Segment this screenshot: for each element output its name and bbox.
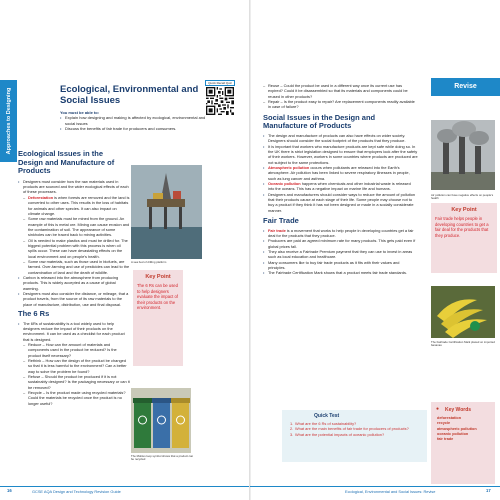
oil-platform-photo	[131, 165, 202, 259]
objectives-heading: You must be able to:	[60, 110, 100, 115]
footer-rule	[0, 486, 250, 487]
key-word: recycle	[437, 421, 451, 426]
quick-test-title: Quick Test	[314, 413, 340, 419]
qr-label: Quick Recall Quiz	[205, 80, 235, 86]
bananas-photo	[431, 286, 495, 338]
key-words-box	[431, 402, 495, 484]
quick-test-box	[282, 410, 427, 462]
section-heading: Ecological Issues in the Design and Manufacture of Products	[18, 149, 115, 176]
sub-item: – Some raw materials must be mined from the ground. An example of this is metal ore. Mining can cause erosion and the contamination of soil. The appearance of some sinkholes can be traced back to mining activities.	[23, 216, 130, 237]
learning-objectives	[60, 110, 210, 132]
quick-test-item: 3. What are the potential impacts of oceanic pollution?	[290, 431, 385, 437]
key-point-title: Key Point	[145, 274, 171, 280]
bullet-item: • Designers must also consider the distance, or mileage, that a product travels, from the source of its raw materials to the place of manufacture, distribution, use and final disposal.	[18, 291, 130, 307]
key-point-box	[133, 270, 183, 366]
right-main-column	[263, 83, 418, 276]
sub-item: – Deforestation is when forests are removed and the land is converted to other uses. This results in the loss of habitats for animals and other species. It can also impact on climate change.	[23, 195, 130, 216]
objective-item: • Discuss the benefits of fair trade for producers and consumers.	[60, 126, 210, 131]
section-heading: The 6 Rs	[18, 309, 50, 319]
photo-caption: The Mobius loop symbol shows that a product can be recycled	[131, 454, 194, 462]
key-point-title: Key Point	[451, 207, 477, 213]
bullet-item: • The 6Rs of sustainability is a tool widely used to help designers reduce the impact of their products on the environment. It can be used as a checklist for each product that is designed. – Reduce – How can the amount of materials and components used in the product be reduced? Is the product itself necessary? – Rethink – How can the design of the product be changed so that it is less harmful to the environment? Can a better way to solve the problem be found? – Refuse – Should the product be produced if it is not sustainably designed? Is the packaging necessary or can it be removed? – Recycle – Is the product made using recycled materials? Could the materials be recycled once the product is no longer useful?	[18, 321, 130, 407]
footer-text: Ecological, Environmental and Social Issues: Revise	[345, 489, 436, 494]
key-word: deforestation	[437, 416, 462, 420]
right-page	[250, 0, 500, 500]
ecological-issues-section	[18, 150, 130, 406]
bullet-item: • Oceanic pollution happens when chemicals and other industrial waste is released into the oceans. This has a negative impact on marine life and humans.	[263, 181, 418, 192]
photo-caption: The Fairtrade Certification Mark placed on imported bananas	[431, 340, 495, 348]
footer-rule	[250, 486, 500, 487]
bullet-item: • Designers and manufacturers should consider ways to reduce the amount of pollution that their products cause at each stage of their life. Some people may choose not to buy a product if they think it has not been designed or made in a socially considerate manner.	[263, 192, 418, 213]
quick-test-list	[290, 421, 423, 437]
side-tab	[0, 80, 17, 162]
bullet-item: • Fair trade is a movement that works to help people in developing countries get a fair deal for the products that they produce.	[263, 228, 418, 239]
key-icon: ●	[436, 406, 440, 412]
sub-item: – Reuse – Could the product be used in a different way once its current use has expired? Could it be disassembled so that its materials and components could be reused in other products?	[263, 83, 418, 99]
quick-test-item: 1. What are the 6 Rs of sustainability?	[290, 421, 357, 426]
photo-caption: A sea bed of drilling platform	[131, 260, 167, 264]
fairtrade-mark-icon	[470, 321, 480, 331]
recycling-bins-image	[131, 388, 191, 453]
key-words-title: ● Key Words	[436, 406, 472, 413]
section-heading: Social Issues in the Design and Manufacture of Products	[263, 112, 376, 131]
air-pollution-image	[431, 120, 495, 190]
bullet-item: • Atmospheric pollution occurs when pollutants are released into the Earth’s atmosphere. Air pollution has been linked to severe respiratory illnesses in people, such as lung cancer and asthma.	[263, 165, 418, 181]
bullet-item: • The Fairtrade Certification Mark shows that a product meets fair trade standards.	[263, 270, 418, 275]
objective-item: • Explain how designing and making is affected by ecological, environmental and social issues	[60, 115, 210, 126]
sub-item: – Some raw materials, such as those used in biofuels, are farmed. Over-farming and use of pesticides can lead to the contamination of land and the death of wildlife.	[23, 259, 130, 275]
sub-item: – Refuse – Should the product be produced if it is not sustainably designed? Is the packaging necessary or can it be removed?	[23, 374, 130, 390]
bullet-item: • The design and manufacture of products can also have effects on wider society. Designers should consider the social footprint of the products that they produce.	[263, 133, 418, 144]
photo-caption: Air pollution can have negative effects on people’s health	[431, 193, 494, 201]
bananas-image	[431, 286, 495, 338]
bullet-item: • Designers must consider how the raw materials used in products are sourced and the wider ecological effects of each of these processes. – Deforestation is when forests are removed and the land is converted to other uses. This results in the loss of habitats for animals and other species. It can also impact on climate change. – Some raw materials must be mined from the ground. An example of this is metal ore. Mining can cause erosion and the contamination of soil. The appearance of some sinkholes can be traced back to mining activities. – Oil is needed to make plastics and must be drilled for. The biggest potential problem with this process is when oil spills occur. These can have devastating effects on the local environment and on people’s health. – Some raw materials, such as those used in biofuels, are farmed. Over-farming and use of pesticides can lead to the contamination of land and the death of wildlife.	[18, 179, 130, 275]
page-number: 17	[486, 488, 491, 493]
page-title: Ecological, Environmental and Social Issues	[60, 84, 199, 106]
qr-code-icon[interactable]	[206, 87, 234, 115]
bullet-item: • Carbon is released into the atmosphere from producing products. This is widely accepted as a cause of global warming.	[18, 275, 130, 291]
bullet-item: • Many consumers like to buy fair trade products as it fits with their values and principles.	[263, 260, 418, 271]
key-word: atmospheric pollution	[437, 426, 477, 431]
sub-item: – Reduce – How can the amount of materials and components used in the product be reduced? Is the product itself necessary?	[23, 342, 130, 358]
air-pollution-photo	[431, 120, 495, 190]
revise-tab: Revise	[431, 78, 500, 96]
recycling-bins-photo	[131, 388, 191, 453]
sixrs-continued	[263, 83, 418, 110]
key-word: oceanic pollution	[437, 431, 469, 436]
key-point-text: The 6 Rs can be used to help designers evaluate the impact of their products on the environment.	[137, 283, 178, 310]
key-words-list	[431, 413, 495, 445]
sub-item: – Repair – Is the product easy to repair? Are replacement components readily available in case of failure?	[263, 99, 418, 110]
sub-item: – Rethink – How can the design of the product be changed so that it is less harmful to the environment? Can a better way to solve the problem be found?	[23, 358, 130, 374]
side-tab-label: Approaches to Designing	[5, 87, 12, 155]
key-word: fair trade	[437, 437, 454, 442]
bullet-item: • They also receive a Fairtrade Premium payment that they can use to invest in areas such as local education and healthcare.	[263, 249, 418, 260]
sub-item: – Oil is needed to make plastics and must be drilled for. The biggest potential problem with this process is when oil spills occur. These can have devastating effects on the local environment and on people’s health.	[23, 238, 130, 259]
bullet-item: • Producers are paid an agreed minimum rate for many products. This gets paid even if global prices fall.	[263, 238, 418, 249]
key-point-box	[431, 203, 497, 273]
sub-item: – Recycle – Is the product made using recycled materials? Could the materials be recycled once the product is no longer useful?	[23, 390, 130, 406]
quick-test-item: 2. What are the main benefits of fair trade for producers of products?	[290, 426, 409, 432]
bullet-item: • It is important that workers who manufacture products are kept safe while doing so. In the UK there is strict legislation designed to ensure that employers look after the safety of their workers. However, workers in some countries where products are produced are not subject to the same protections.	[263, 144, 418, 165]
oil-platform-image	[131, 165, 202, 259]
section-heading: Fair Trade	[263, 216, 299, 226]
page-number: 16	[7, 488, 12, 493]
footer-text: GCSE AQA Design and Technology Revision Guide	[32, 489, 121, 494]
key-point-text: Fair trade helps people in developing countries to get a fair deal for the products that they produce.	[435, 216, 489, 238]
